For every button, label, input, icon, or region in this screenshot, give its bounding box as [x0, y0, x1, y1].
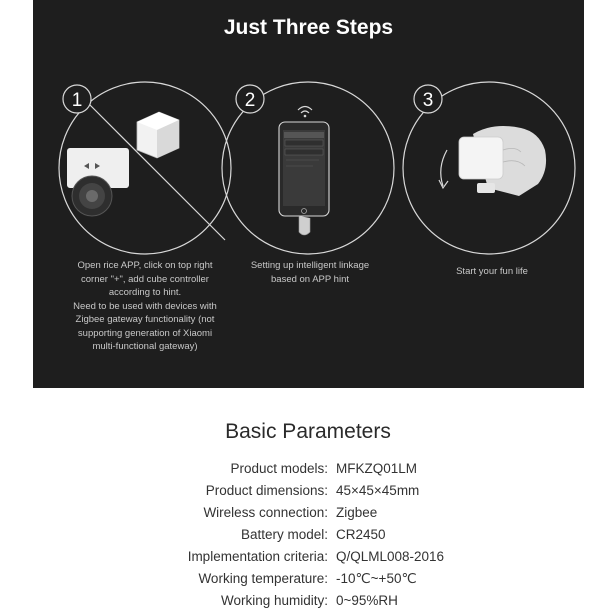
parameter-value: -10℃~+50℃	[336, 571, 417, 586]
step-3-caption-line: Start your fun life	[456, 266, 528, 277]
step-1-caption-line: supporting generation of Xiaomi	[77, 327, 213, 339]
parameter-value: Q/QLML008-2016	[336, 549, 445, 564]
parameter-value: CR2450	[336, 527, 386, 542]
step-3-illustration	[403, 82, 575, 254]
step-2-illustration	[222, 82, 394, 254]
step-2-caption	[215, 259, 405, 286]
step-1-caption-line: Open rice APP, click on top right	[77, 260, 213, 271]
step-1-caption-line: corner "+", add cube controller	[81, 273, 209, 285]
parameter-value: 45×45×45mm	[336, 483, 420, 498]
cube-icon	[137, 112, 179, 158]
step-1-caption-line: Need to be used with devices with	[73, 300, 217, 312]
step-1-caption-line: Zigbee gateway functionality (not	[75, 314, 215, 325]
parameter-row	[0, 461, 616, 481]
parameter-row	[0, 549, 616, 569]
steps-title: Just Three Steps	[223, 16, 394, 39]
hand-holding-cube-icon	[459, 126, 546, 196]
parameter-row	[0, 505, 616, 525]
parameter-value: Zigbee	[336, 505, 378, 520]
parameter-label: Product models:	[230, 461, 328, 476]
gateway-device-icon	[67, 148, 129, 216]
parameter-row	[0, 593, 616, 613]
step-1-illustration	[59, 82, 231, 254]
step-1-caption-line: multi-functional gateway)	[92, 341, 198, 352]
step-1-number: 1	[71, 90, 83, 111]
step-2-number: 2	[244, 90, 256, 111]
parameter-label: Product dimensions:	[205, 483, 328, 498]
wifi-icon	[298, 107, 312, 118]
phone-icon	[279, 122, 329, 235]
step-1-caption-line: according to hint.	[108, 287, 182, 298]
rotate-arrow-icon	[439, 150, 448, 188]
parameter-value: MFKZQ01LM	[336, 461, 418, 476]
step-3-caption	[397, 265, 584, 279]
parameter-label: Wireless connection:	[203, 505, 328, 520]
parameter-label: Implementation criteria:	[187, 549, 328, 564]
parameters-title: Basic Parameters	[225, 420, 391, 443]
parameter-row	[0, 571, 616, 591]
step-2-caption-line: Setting up intelligent linkage	[250, 260, 370, 271]
parameter-label: Battery model:	[240, 527, 328, 542]
steps-panel	[33, 0, 584, 388]
parameter-label: Working humidity:	[220, 593, 328, 608]
parameter-row	[0, 527, 616, 547]
parameter-label: Working temperature:	[198, 571, 328, 586]
step-3-number: 3	[422, 90, 434, 111]
parameter-value: 0~95%RH	[336, 593, 398, 608]
step-2-caption-line: based on APP hint	[271, 273, 349, 285]
parameter-row	[0, 483, 616, 503]
